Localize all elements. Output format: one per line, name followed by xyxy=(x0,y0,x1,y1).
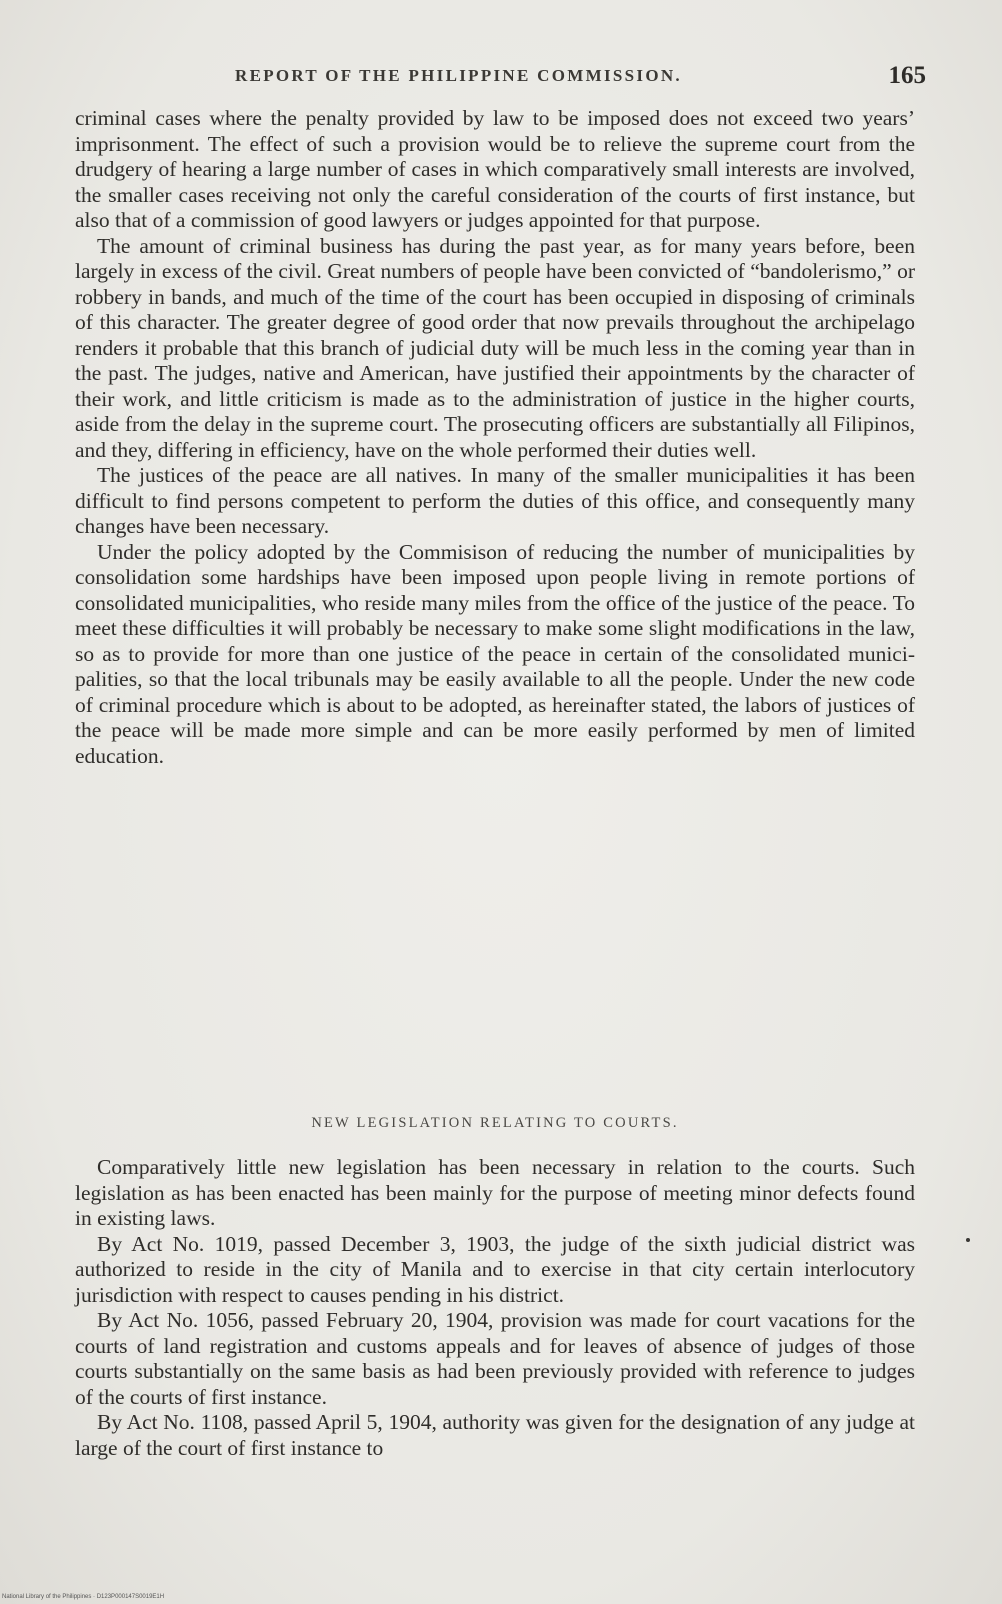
paragraph-act-1019: By Act No. 1019, passed December 3, 1903, the judge of the sixth judicial district was authorized to reside in the city of Manila and to exercise in that city certain interlocutory jurisdiction with respect to causes pending in his district. xyxy=(75,1231,915,1307)
paragraph-criminal-business: The amount of criminal business has during the past year, as for many years before, been largely in excess of the civil. Great numbers of people have been convicted of “bandolerismo,” or robbery in bands, and much of the time of the court has been occupied in disposing of criminals of this character. The greater degree of good order that now prevails throughout the archipelago renders it probable that this branch of judicial duty will be much less in the coming year than in the past. The judges, native and American, have justified their appointments by the character of their work, and little criticism is made as to the administration of justice in the higher courts, aside from the delay in the supreme court. The prosecuting officers are substantially all Filipinos, and they, differing in efficiency, have on the whole performed their duties well. xyxy=(75,233,915,462)
paragraph-new-legislation: Comparatively little new legislation has been necessary in relation to the courts. Such legislation as has been enacted has been mainly for the purpose of meeting minor defects found in existing laws. xyxy=(75,1155,915,1230)
paragraph-act-1056: By Act No. 1056, passed February 20, 1904, provision was made for court vacations for the courts of land registration and customs appeals and for leaves of absence of judges of those courts substantially on the same basis as had been previously provided with reference to judges of the courts of first instance. xyxy=(75,1308,915,1409)
page-number: 165 xyxy=(888,62,926,89)
page-header xyxy=(75,62,926,102)
scan-imprint: National Library of the Philippines · D123P000147S0019E1H xyxy=(2,1594,165,1600)
paragraph-justices-of-peace: The justices of the peace are all natives. In many of the smaller municipalities it has been difficult to find persons competent to perform the duties of this office, and consequently many changes have been necessary. xyxy=(75,463,915,538)
running-head: REPORT OF THE PHILIPPINE COMMISSION. xyxy=(235,66,682,85)
paragraph-act-1108: By Act No. 1108, passed April 5, 1904, authority was given for the designation of any judge at large of the court of first instance to xyxy=(75,1410,915,1460)
paragraph-consolidation-policy: Under the policy adopted by the Commisison of reducing the number of municipalities by consolidation some hardships have been imposed upon people living in remote portions of consolidated municipalities, who reside many miles from the office of the justice of the peace. To meet these difficulties it will probably be necessary to make some slight modifications in the law, so as to provide for more than one justice of the peace in certain of the consolidated municipalities, so that the local tribunals may be easily available to all the people. Under the new code of criminal procedure which is about to be adopted, as hereinafter stated, the labors of justices of the peace will be made more simple and can be more easily performed by men of limited education. xyxy=(75,539,915,768)
scan-speck xyxy=(966,1238,970,1242)
body-text xyxy=(75,106,915,769)
section-body-text xyxy=(75,1155,915,1461)
paragraph-continuation: criminal cases where the penalty provided by law to be imposed does not exceed two years’ imprisonment. The effect of such a provision would be to relieve the supreme court from the drudgery of hearing a large number of cases in which comparatively small interests are involved, the smaller cases receiving not only the careful consideration of the courts of first instance, but also that of a commission of good lawyers or judges appointed for that purpose. xyxy=(75,106,915,232)
section-heading: NEW LEGISLATION RELATING TO COURTS. xyxy=(311,1115,679,1131)
